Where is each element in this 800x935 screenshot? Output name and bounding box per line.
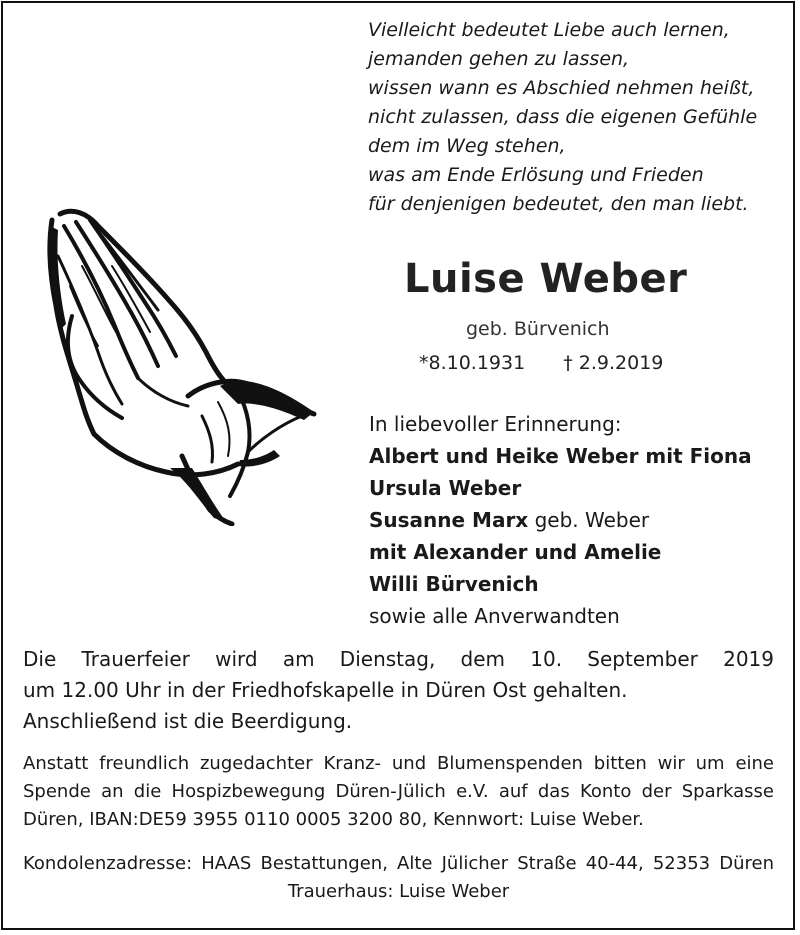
mourner-line: mit Alexander und Amelie [369, 540, 662, 564]
mourner-name: Susanne Marx [369, 508, 529, 532]
poem-line: dem im Weg stehen, [368, 135, 566, 157]
poem-line: wissen wann es Abschied nehmen heißt, [368, 77, 755, 99]
condolence-address: Kondolenzadresse: HAAS Bestattungen, Alte Jülicher Straße 40-44, 52353 Düren [23, 853, 774, 874]
mourner-line: Ursula Weber [369, 476, 522, 500]
mourner-line: sowie alle Anverwandten [369, 604, 620, 628]
poem-line: jemanden gehen zu lassen, [368, 48, 630, 70]
poem [368, 16, 788, 219]
poem-line: Vielleicht bedeutet Liebe auch lernen, [368, 19, 730, 41]
donation-notice [23, 750, 774, 834]
ceremony-line: um 12.00 Uhr in der Friedhofskapelle in Düren Ost gehalten. [23, 678, 628, 702]
deceased-name: Luise Weber [404, 256, 688, 302]
mourner-note: geb. Weber [528, 508, 650, 532]
poem-line: was am Ende Erlösung und Frieden [368, 164, 704, 186]
mourner-line: Albert und Heike Weber mit Fiona [369, 444, 752, 468]
mourner-line: Willi Bürvenich [369, 572, 539, 596]
death-date: † 2.9.2019 [563, 352, 664, 374]
mourning-house: Trauerhaus: Luise Weber [287, 881, 510, 902]
donation-line: Anstatt freundlich zugedachter Kranz- und Blumenspenden bitten wir um eine [23, 753, 774, 774]
birth-date: *8.10.1931 [419, 352, 526, 374]
ceremony-line: Die Trauerfeier wird am Dienstag, dem 10. September 2019 [23, 647, 774, 671]
address-block [23, 850, 774, 906]
donation-line: Spende an die Hospizbewegung Düren-Jülich e.V. auf das Konto der Sparkasse [23, 781, 774, 802]
poem-line: nicht zulassen, dass die eigenen Gefühle [368, 106, 758, 128]
mourner-line [369, 504, 752, 536]
ceremony-line: Anschließend ist die Beerdigung. [23, 709, 353, 733]
birth-name: geb. Bürvenich [466, 318, 610, 340]
life-dates [419, 352, 663, 374]
poem-line: für denjenigen bedeutet, den man liebt. [368, 193, 749, 215]
mourners-intro: In liebevoller Erinnerung: [369, 412, 622, 436]
ceremony-notice [23, 644, 774, 737]
praying-hands-icon [42, 206, 322, 526]
donation-line: Düren, IBAN:DE59 3955 0110 0005 3200 80, Kennwort: Luise Weber. [23, 809, 644, 830]
mourners-list [369, 408, 752, 632]
